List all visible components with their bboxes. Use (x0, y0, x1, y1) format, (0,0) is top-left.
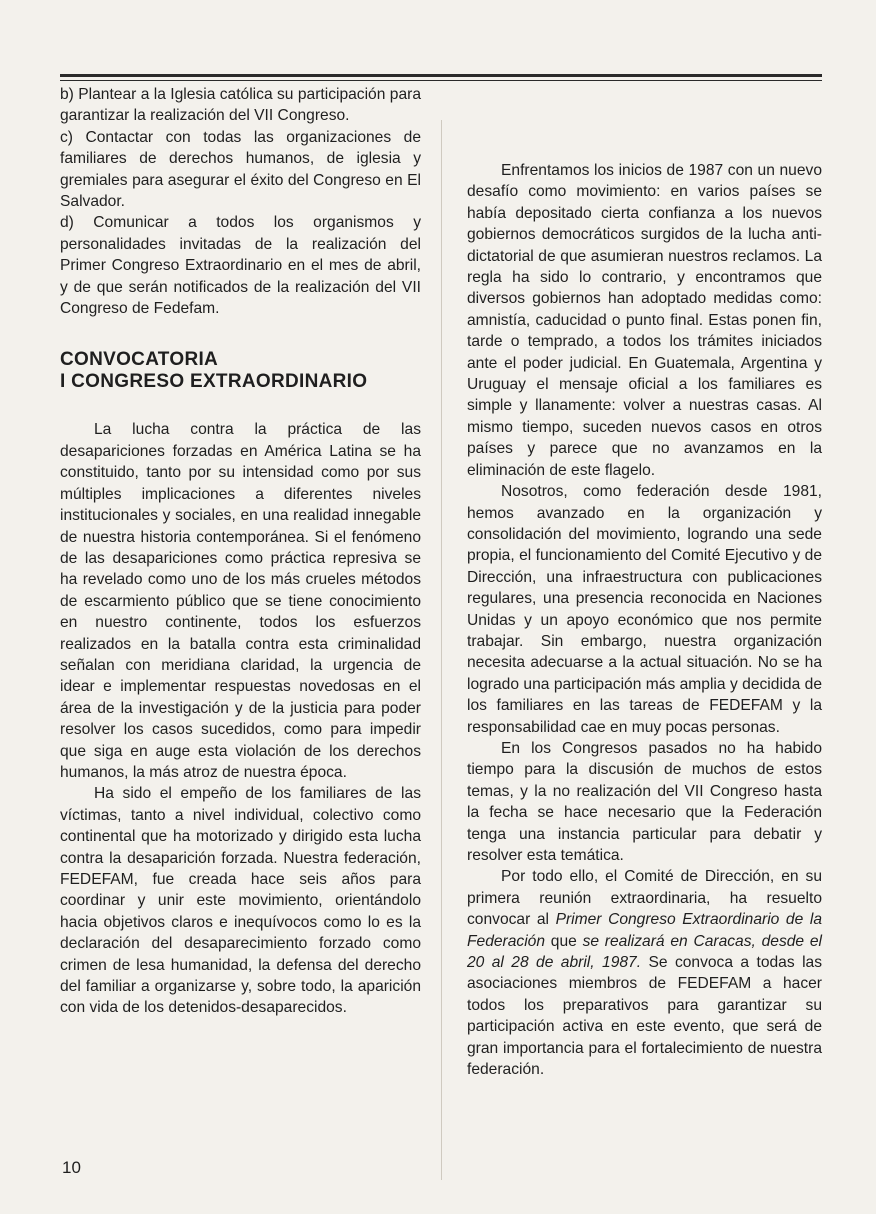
list-item-d: d) Comunicar a todos los organismos y personalidades invitadas de la realización del Primer Congreso Extraordinario en el mes de abril, y de que serán notificados de la realización del VII Congreso de Fedefam. (60, 214, 421, 318)
page-number: 10 (62, 1158, 81, 1177)
closing-paragraph (467, 866, 822, 1080)
paragraph: Ha sido el empeño de los familiares de las víctimas, tanto a nivel individual, colectivo como continental que ha motorizado y dirigido esta lucha contra la desaparición forzada. Nuestra federación, FEDEFAM, fue creada hace seis años para coordinar y unir este movimiento, orientándolo hacia objetivos claros e inequívocos como lo es la declaración del desaparecimiento forzado como crimen de lesa humanidad, la defensa del derecho del familiar a organizarse y, sobre todo, la aparición con vida de los detenidos-desaparecidos. (60, 785, 421, 1017)
congress-date: se realizará en Caracas, desde el 20 al 28 de abril, 1987. (467, 932, 822, 972)
heading-line-1: CONVOCATORIA (60, 349, 219, 371)
paragraph: Enfrentamos los inicios de 1987 con un nuevo desafío como movimiento: en varios países se había depositado cierta confianza a los nuevos gobiernos democráticos surgidos de la lucha anti-dictatorial de que asumieran nuestros reclamos. La regla ha sido lo contrario, y encontramos que diversos gobiernos han adoptado medidas como: amnistía, caducidad o punto final. Estas ponen fin, tarde o temprado, a todos los trámites iniciados ante el poder judicial. En Guatemala, Argentina y Uruguay el mensaje oficial a los familiares es simple y llanamente: volver a nuestras casas. Al mismo tiempo, suceden nuevos casos en otros países y parece que no avanzamos en la eliminación de este flagelo. (467, 162, 822, 479)
right-column (467, 160, 822, 1080)
list-item-b: b) Plantear a la Iglesia católica su participación para garantizar la realización del VII Congreso. (60, 86, 421, 125)
paragraph: En los Congresos pasados no ha habido tiempo para la discusión de muchos de estos temas, y la no realización del VII Congreso hasta la fecha se hace necesario que la Federación tenga una instancia particular para debatir y resolver esta temática. (467, 739, 822, 864)
heading-line-2: I CONGRESO EXTRAORDINARIO (60, 371, 368, 393)
left-column (60, 84, 421, 1019)
list-item-c: c) Contactar con todas las organizaciones de familiares de derechos humanos, de iglesia y gremiales para asegurar el éxito del Congreso en El Salvador. (60, 128, 421, 211)
top-rule (60, 74, 822, 77)
column-divider (441, 120, 442, 1180)
top-rule-thin (60, 80, 822, 81)
closing-text-end: Se convoca a todas las asociaciones miembros de FEDEFAM a hacer todos los preparativos para garantizar su participación activa en este evento, que será de gran importancia para el fortalecimiento de nuestra federación. (467, 954, 822, 1079)
paragraph: Nosotros, como federación desde 1981, hemos avanzado en la organización y consolidación del movimiento, logrando una sede propia, el funcionamiento del Comité Ejecutivo y de Dirección, una infraestructura con publicaciones regulares, una presencia reconocida en Naciones Unidas y un apoyo económico que nos permite trabajar. Sin embargo, nuestra organización necesita adecuarse a la actual situación. No se ha logrado una participación más amplia y decidida de los familiares en las tareas de FEDEFAM y la responsabilidad cae en muy pocas personas. (467, 483, 822, 736)
closing-text-start: Por todo ello, el Comité de Dirección, en su primera reunión extraordinaria, ha resuelto convocar al (467, 868, 822, 929)
section-heading (60, 349, 421, 393)
closing-text-middle: que (545, 932, 583, 950)
paragraph: La lucha contra la práctica de las desapariciones forzadas en América Latina se ha constituido, tanto por su intensidad como por sus múltiples implicaciones a diferentes niveles institucionales y sociales, en una realidad innegable de nuestra historia contemporánea. Si el fenómeno de las desapariciones como práctica represiva se ha revelado como uno de los más crueles métodos de escarmiento público que se tiene conocimiento en nuestro continente, todos los esfuerzos realizados en la batalla contra esta criminalidad señalan con meridiana claridad, la urgencia de idear e implementar respuestas novedosas en el área de la investigación y de la justicia para poder resolver los casos sucedidos, como para impedir que siga en auge esta violación de los derechos humanos, la más atroz de nuestra época. (60, 421, 421, 781)
congress-name: Primer Congreso Extraordinario de la Federación (467, 911, 822, 950)
